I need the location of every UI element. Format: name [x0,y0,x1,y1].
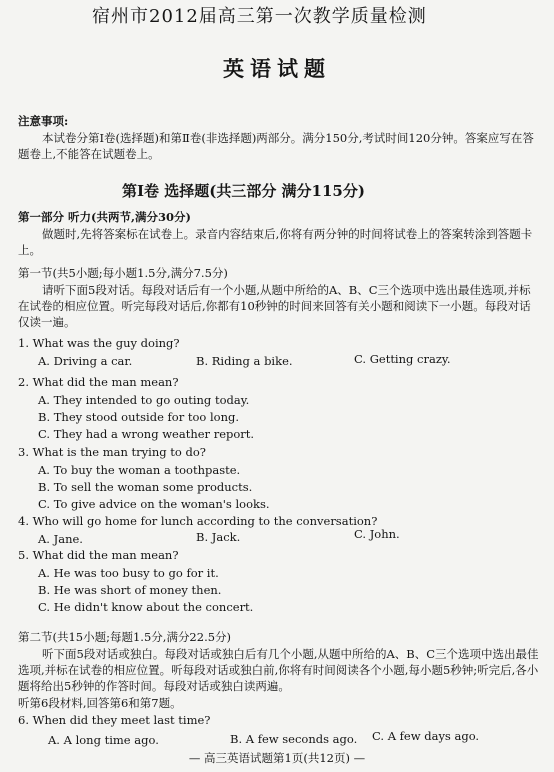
question-4: 4. Who will go home for lunch according to the conversation? [18,514,378,528]
option-3a: A. To buy the woman a toothpaste. [38,463,241,477]
option-6c: C. A few days ago. [372,729,480,743]
option-5c: C. He didn't know about the concert. [38,600,254,614]
option-4b: B. Jack. [196,530,241,544]
section1-title: 第一节(共5小题;每小题1.5分,满分7.5分) [18,266,228,280]
option-2a: A. They intended to go outing today. [38,393,250,407]
option-5a: A. He was too busy to go for it. [38,566,219,580]
section2-material: 听第6段材料,回答第6和第7题。 [18,696,182,710]
option-1c: C. Getting crazy. [354,352,451,366]
option-5b: B. He was short of money then. [38,583,222,597]
option-3c: C. To give advice on the woman's looks. [38,497,270,511]
question-1: 1. What was the guy doing? [18,336,180,350]
option-1a: A. Driving a car. [38,354,133,368]
option-4c: C. John. [354,527,400,541]
exam-title: 宿州市2012届高三第一次教学质量检测 [92,6,427,27]
exam-subject-title: 英语试题 [223,56,331,81]
section2-intro: 听下面5段对话或独白。每段对话或独白后有几个小题,从题中所给的A、B、C三个选项中选出最佳选项,并标在试卷的相应位置。听每段对话或独白前,你将有时间阅读各个小题,每小题5秒钟;听完后,各小题将给出5秒钟的作答时间。每段对话或独白读两遍。 [18,647,539,693]
volume-title: 第Ⅰ卷 选择题(共三部分 满分115分) [122,182,365,200]
option-6b: B. A few seconds ago. [230,732,358,746]
section1-intro: 请听下面5段对话。每段对话后有一个小题,从题中所给的A、B、C三个选项中选出最佳选项,并标在试卷的相应位置。听完每段对话后,你都有10秒钟的时间来回答有关小题和阅读下一小题。每段对话仅读一遍。 [18,283,531,329]
option-1b: B. Riding a bike. [196,354,293,368]
notice-label: 注意事项: [18,114,69,128]
question-2: 2. What did the man mean? [18,375,179,389]
option-3b: B. To sell the woman some products. [38,480,253,494]
option-6a: A. A long time ago. [48,733,159,747]
page-footer: — 高三英语试题第1页(共12页) — [188,751,366,765]
option-2c: C. They had a wrong weather report. [38,427,255,441]
part1-title: 第一部分 听力(共两节,满分30分) [18,210,191,224]
part1-intro: 做题时,先将答案标在试卷上。录音内容结束后,你将有两分钟的时间将试卷上的答案转涂到答题卡上。 [18,227,533,257]
section2-title: 第二节(共15小题;每题1.5分,满分22.5分) [18,630,232,644]
notice-text: 本试卷分第Ⅰ卷(选择题)和第Ⅱ卷(非选择题)两部分。满分150分,考试时间120分钟。答案应写在答题卷上,不能答在试题卷上。 [18,131,534,161]
question-5: 5. What did the man mean? [18,548,179,562]
option-2b: B. They stood outside for too long. [38,410,240,424]
question-6: 6. When did they meet last time? [18,713,211,727]
option-4a: A. Jane. [38,532,83,546]
question-3: 3. What is the man trying to do? [18,445,206,459]
